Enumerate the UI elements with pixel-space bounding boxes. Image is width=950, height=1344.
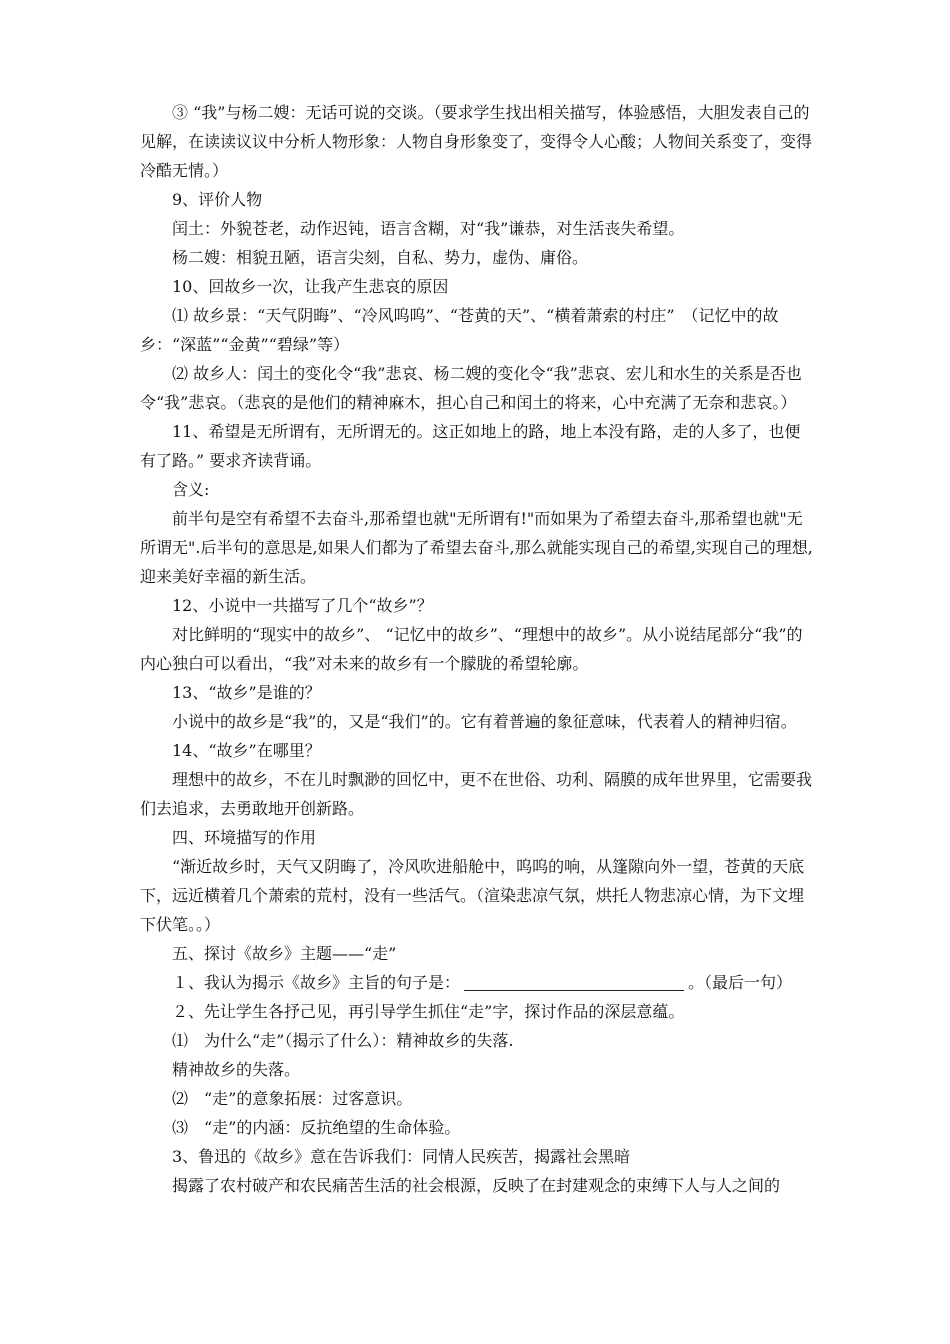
paragraph: ⑴ 为什么“走”（揭示了什么）：精神故乡的失落. [172, 1031, 514, 1050]
question-text: １、我认为揭示《故乡》主旨的句子是： [172, 973, 461, 992]
paragraph: ⑶ “走”的内涵：反抗绝望的生命体验。 [172, 1118, 461, 1137]
paragraph: ２、先让学生各抒己见，再引导学生抓住“走”字，探讨作品的深层意蕴。 [172, 1002, 685, 1021]
paragraph: ③ “我”与杨二嫂：无话可说的交谈。（要求学生找出相关描写，体验感悟，大胆发表自己的见解，在读读议议中分析人物形象：人物自身形象变了，变得令人心酸；人物间关系变了，变得冷酷无情。） [140, 103, 813, 180]
paragraph: ⑵ “走”的意象拓展：过客意识。 [172, 1089, 413, 1108]
answer-blank [464, 972, 684, 991]
section-heading: 13、“故乡”是谁的？ [172, 683, 321, 702]
paragraph: “渐近故乡时，天气又阴晦了，冷风吹进船舱中，呜呜的响，从篷隙向外一望，苍黄的天底下，远近横着几个萧索的荒村，没有一些活气。（渲染悲凉气氛，烘托人物悲凉心情，为下文埋下伏笔。。） [140, 857, 805, 934]
fill-in-question [140, 968, 815, 997]
paragraph: 11、希望是无所谓有，无所谓无的。这正如地上的路，地上本没有路，走的人多了，也便有了路。” 要求齐读背诵。 [140, 422, 801, 470]
section-heading: 9、评价人物 [172, 190, 263, 209]
paragraph: ⑴ 故乡景：“天气阴晦”、“冷风呜呜”、“苍黄的天”、“横着萧索的村庄” （记忆中的故乡：“深蓝”“金黄”“碧绿”等） [140, 306, 779, 354]
paragraph: 闰土：外貌苍老，动作迟钝，语言含糊，对“我”谦恭，对生活丧失希望。 [172, 219, 685, 238]
section-heading: 14、“故乡”在哪里？ [172, 741, 321, 760]
paragraph: 精神故乡的失落。 [172, 1060, 301, 1079]
document-body [140, 98, 815, 1200]
section-heading: 五、探讨《故乡》主题——“走” [172, 944, 397, 963]
paragraph: 揭露了农村破产和农民痛苦生活的社会根源，反映了在封建观念的束缚下人与人之间的 [172, 1176, 781, 1195]
paragraph: 小说中的故乡是“我”的，又是“我们”的。它有着普遍的象征意味，代表着人的精神归宿。 [172, 712, 797, 731]
paragraph: 3、鲁迅的《故乡》意在告诉我们：同情人民疾苦，揭露社会黑暗 [172, 1147, 631, 1166]
paragraph: 含义: [172, 480, 210, 499]
question-hint: 。（最后一句） [688, 973, 793, 992]
paragraph: ⑵ 故乡人：闰土的变化令“我”悲哀、杨二嫂的变化令“我”悲哀、宏儿和水生的关系是否也令“我”悲哀。（悲哀的是他们的精神麻木，担心自己和闰土的将来，心中充满了无奈和悲哀。） [140, 364, 802, 412]
section-heading: 10、回故乡一次，让我产生悲哀的原因 [172, 277, 449, 296]
paragraph: 对比鲜明的“现实中的故乡”、 “记忆中的故乡”、“理想中的故乡”。从小说结尾部分“我”的内心独白可以看出，“我”对未来的故乡有一个朦胧的希望轮廓。 [140, 625, 803, 673]
section-heading: 12、小说中一共描写了几个“故乡”？ [172, 596, 433, 615]
section-heading: 四、环境描写的作用 [172, 828, 317, 847]
paragraph: 前半句是空有希望不去奋斗,那希望也就"无所谓有!"而如果为了希望去奋斗,那希望也就"无所谓无".后半句的意思是,如果人们都为了希望去奋斗,那么就能实现自己的希望,实现自己的理想,迎来美好幸福的新生活。 [140, 509, 813, 586]
paragraph: 理想中的故乡，不在儿时飘渺的回忆中，更不在世俗、功利、隔膜的成年世界里，它需要我们去追求，去勇敢地开创新路。 [140, 770, 813, 818]
paragraph: 杨二嫂：相貌丑陋，语言尖刻，自私、势力，虚伪、庸俗。 [172, 248, 589, 267]
